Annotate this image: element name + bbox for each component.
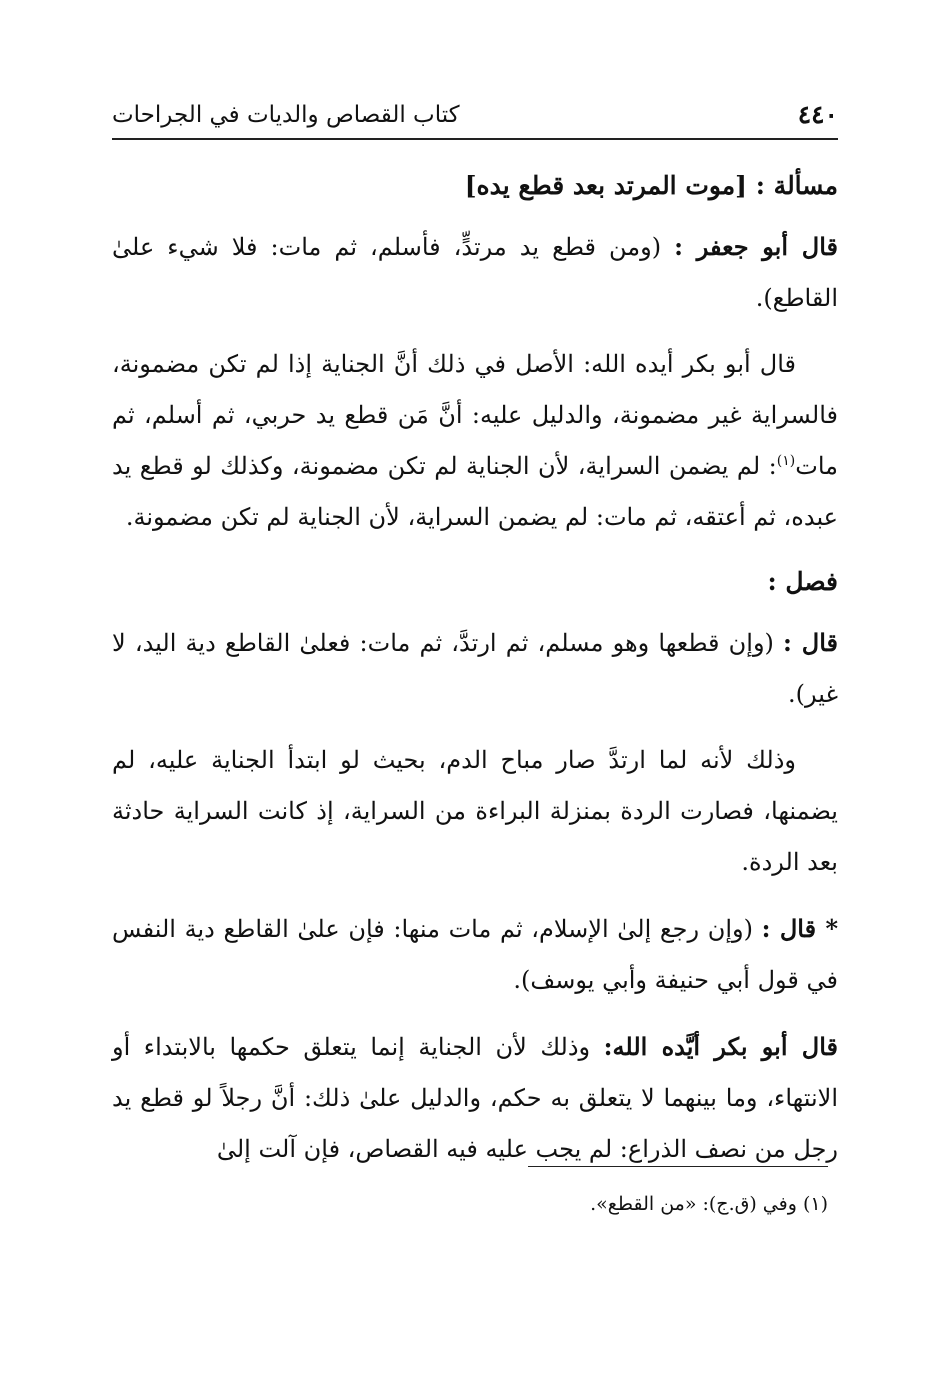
running-header <box>112 90 838 136</box>
footnote-rule <box>528 1166 828 1167</box>
footnote: (١) وفي (ق.ج): «من القطع». <box>590 1193 828 1215</box>
page-number: ٤٤٠ <box>797 100 838 129</box>
book-title: كتاب القصاص والديات في الجراحات <box>112 102 460 128</box>
paragraph-4 <box>112 735 838 888</box>
fasl-label: فصل : <box>767 567 838 596</box>
paragraph-text: قال أبو بكر أيده الله: الأصل في ذلك أنَّ الجناية إذا لم تكن مضمونة، فالسراية غير مضمونة، والدليل عليه: أنَّ مَن قطع يد حربي، ثم أسلم، ثم مات <box>112 350 838 480</box>
paragraph-2 <box>112 339 838 543</box>
speaker-label: قال أبو بكر أيَّده الله: <box>603 1032 838 1061</box>
paragraph-5 <box>112 903 838 1006</box>
footnote-marker[interactable]: (١) <box>776 453 796 469</box>
section-heading <box>112 162 838 210</box>
paragraph-text: : لم يضمن السراية، لأن الجناية لم تكن مضمونة، وكذلك لو قطع يد عبده، ثم أعتقه، ثم مات: لم يضمن السراية، لأن الجناية لم تكن مضمونة. <box>112 452 838 531</box>
speaker-label: قال أبو جعفر : <box>674 232 838 261</box>
main-text <box>112 162 838 1190</box>
header-rule <box>112 138 838 140</box>
section-label: مسألة : <box>755 171 838 200</box>
speaker-label: قال : <box>761 914 817 943</box>
fasl-heading <box>112 558 838 606</box>
paragraph-1 <box>112 221 838 324</box>
paragraph-6 <box>112 1021 838 1175</box>
section-title: [موت المرتد بعد قطع يده] <box>464 171 748 200</box>
paragraph-text: (وإن قطعها وهو مسلم، ثم ارتدَّ، ثم مات: فعلىٰ القاطع دية اليد، لا غير). <box>112 629 838 708</box>
speaker-label: قال : <box>783 628 838 657</box>
paragraph-text: (ومن قطع يد مرتدٍّ، فأسلم، ثم مات: فلا شيء علىٰ القاطع). <box>112 233 838 312</box>
paragraph-3 <box>112 617 838 720</box>
paragraph-text: (وإن رجع إلىٰ الإسلام، ثم مات منها: فإن علىٰ القاطع دية النفس في قول أبي حنيفة وأبي يوسف). <box>112 915 838 994</box>
star-marker: * <box>816 914 839 943</box>
paragraph-text: وذلك لأنه لما ارتدَّ صار مباح الدم، بحيث لو ابتدأ الجناية عليه، لم يضمنها، فصارت الردة بمنزلة البراءة من السراية، إذ كانت السراية حادثة بعد الردة. <box>112 746 838 876</box>
paragraph-text: وذلك لأن الجناية إنما يتعلق حكمها بالابتداء أو الانتهاء، وما بينهما لا يتعلق به حكم، والدليل علىٰ ذلك: أنَّ رجلاً لو قطع يد رجل من نصف الذراع: لم يجب عليه فيه القصاص، فإن آلت إلىٰ <box>112 1033 838 1163</box>
